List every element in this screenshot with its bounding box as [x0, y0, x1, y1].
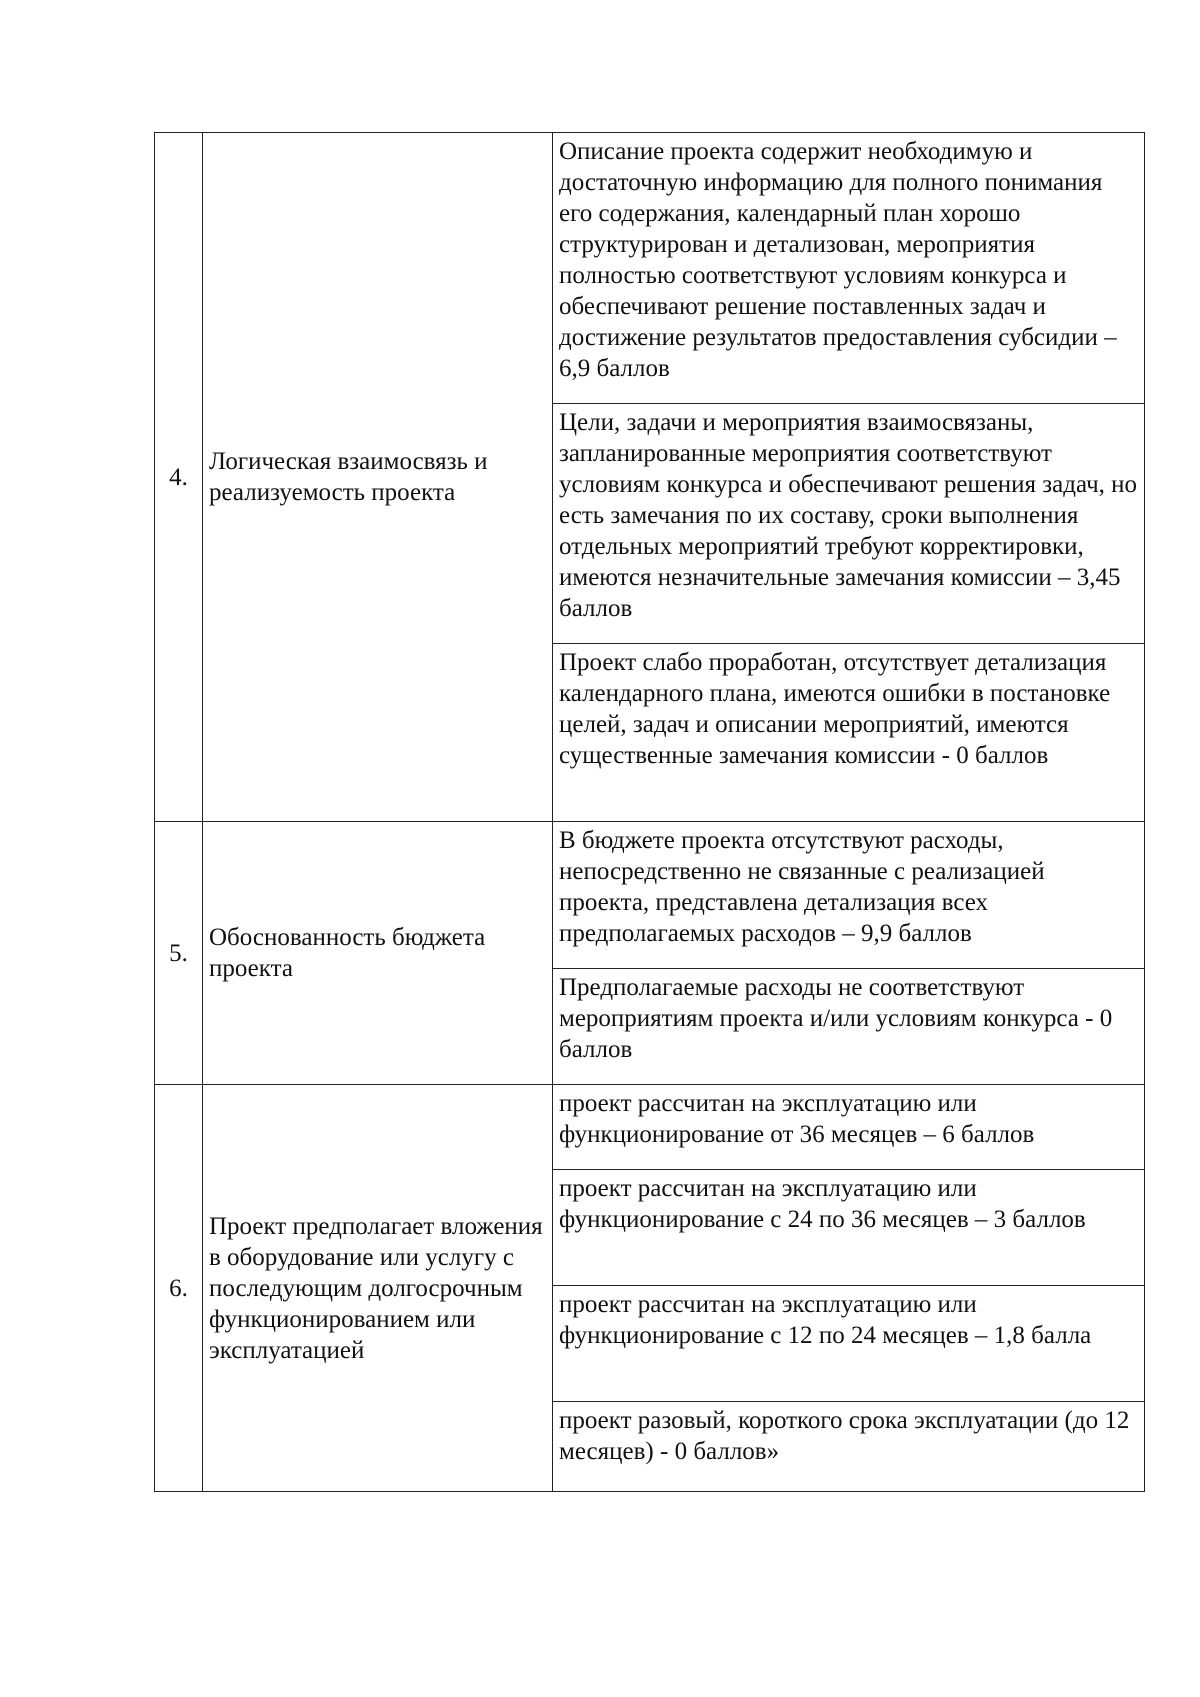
criterion-text: Логическая взаимосвязь и реализуемость проекта [209, 448, 488, 506]
score-description: Описание проекта содержит необходимую и достаточную информацию для полного понимания его содержания, календарный план хорошо структурирован и детализован, мероприятия полностью соответствуют условиям конкурса и обеспечивают решение поставленных задач и достижение результатов предоставления субсидии – 6,9 баллов [559, 138, 1117, 382]
score-description: проект рассчитан на эксплуатацию или функционирование от 36 месяцев – 6 баллов [559, 1090, 1035, 1148]
row-number: 4. [169, 463, 188, 491]
score-description-cell [553, 1402, 1145, 1492]
score-description: В бюджете проекта отсутствуют расходы, непосредственно не связанные с реализацией проекта, представлена детализация всех предполагаемых расходов – 9,9 баллов [559, 827, 1045, 947]
score-description: Проект слабо проработан, отсутствует детализация календарного плана, имеются ошибки в постановке целей, задач и описании мероприятий, имеются существенные замечания комиссии - 0 баллов [559, 649, 1111, 769]
criterion-text: Обоснованность бюджета проекта [209, 924, 486, 982]
criterion-text: Проект предполагает вложения в оборудование или услугу с последующим долгосрочным функционированием или эксплуатацией [209, 1212, 543, 1364]
row-number-cell [155, 822, 203, 1085]
score-description: проект рассчитан на эксплуатацию или функционирование с 24 по 36 месяцев – 3 баллов [559, 1175, 1086, 1233]
row-number: 5. [169, 939, 188, 967]
table-row [155, 133, 1145, 404]
score-description: проект рассчитан на эксплуатацию или функционирование с 12 по 24 месяцев – 1,8 балла [559, 1291, 1092, 1349]
row-number-cell [155, 133, 203, 822]
score-description: Цели, задачи и мероприятия взаимосвязаны, запланированные мероприятия соответствуют условиям конкурса и обеспечивают решения задач, но есть замечания по их составу, сроки выполнения отдельных мероприятий требуют корректировки, имеются незначительные замечания комиссии – 3,45 баллов [559, 409, 1138, 622]
table-row [155, 822, 1145, 969]
score-description-cell [553, 1286, 1145, 1402]
table-row [155, 1085, 1145, 1170]
row-number: 6. [169, 1274, 188, 1302]
criterion-cell [203, 822, 553, 1085]
score-description-cell [553, 404, 1145, 644]
criteria-table [154, 132, 1145, 1492]
score-description-cell [553, 1170, 1145, 1286]
criterion-cell [203, 133, 553, 822]
score-description-cell [553, 133, 1145, 404]
score-description: проект разовый, короткого срока эксплуатации (до 12 месяцев) - 0 баллов» [559, 1407, 1130, 1465]
score-description-cell [553, 822, 1145, 969]
score-description-cell [553, 969, 1145, 1085]
score-description-cell [553, 644, 1145, 822]
criterion-cell [203, 1085, 553, 1492]
row-number-cell [155, 1085, 203, 1492]
score-description-cell [553, 1085, 1145, 1170]
score-description: Предполагаемые расходы не соответствуют мероприятиям проекта и/или условиям конкурса - 0 баллов [559, 974, 1113, 1063]
